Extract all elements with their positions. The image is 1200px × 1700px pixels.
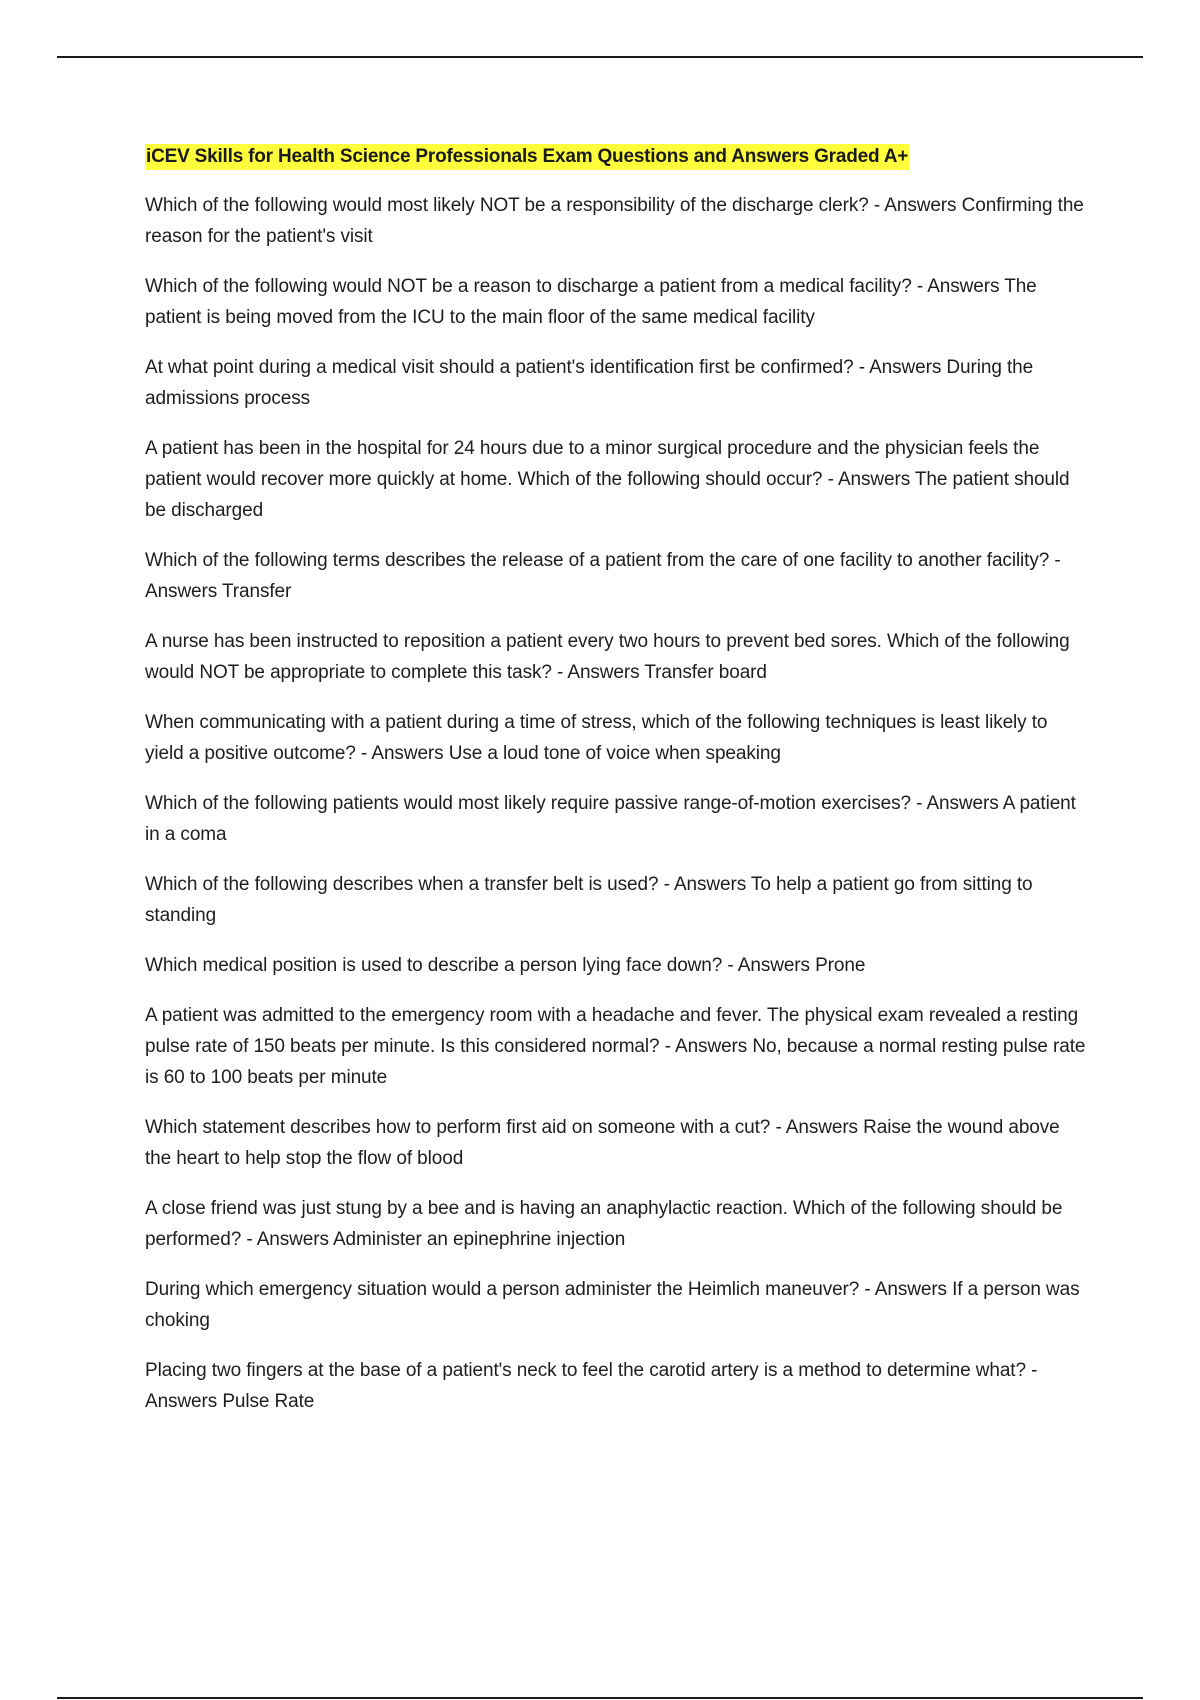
page-bottom-rule — [57, 1697, 1143, 1699]
qa-item-9: Which of the following describes when a transfer belt is used? - Answers To help a patient go from sitting to standing — [145, 874, 1033, 926]
document-body — [145, 144, 1090, 1436]
qa-list — [145, 190, 1090, 1417]
qa-item-15: Placing two fingers at the base of a patient's neck to feel the carotid artery is a method to determine what? - Answers Pulse Rate — [145, 1360, 1038, 1412]
page-top-rule — [57, 56, 1143, 58]
qa-item-2: Which of the following would NOT be a reason to discharge a patient from a medical facility? - Answers The patient is being moved from the ICU to the main floor of the same medical facility — [145, 276, 1037, 328]
document-title: iCEV Skills for Health Science Professionals Exam Questions and Answers Graded A+ — [145, 144, 909, 170]
qa-item-14: During which emergency situation would a person administer the Heimlich maneuver? - Answers If a person was choking — [145, 1279, 1080, 1331]
qa-item-4: A patient has been in the hospital for 24 hours due to a minor surgical procedure and the physician feels the patient would recover more quickly at home. Which of the following should occur? - Answers The patient should be discharged — [145, 438, 1070, 521]
qa-item-5: Which of the following terms describes the release of a patient from the care of one facility to another facility? - Answers Transfer — [145, 550, 1061, 602]
qa-item-7: When communicating with a patient during a time of stress, which of the following techniques is least likely to yield a positive outcome? - Answers Use a loud tone of voice when speaking — [145, 712, 1048, 764]
qa-item-11: A patient was admitted to the emergency room with a headache and fever. The physical exam revealed a resting pulse rate of 150 beats per minute. Is this considered normal? - Answers No, because a normal resting pulse rate is 60 to 100 beats per minute — [145, 1005, 1086, 1088]
qa-item-3: At what point during a medical visit should a patient's identification first be confirmed? - Answers During the admissions process — [145, 357, 1034, 409]
qa-item-6: A nurse has been instructed to reposition a patient every two hours to prevent bed sores. Which of the following would NOT be appropriate to complete this task? - Answers Transfer board — [145, 631, 1070, 683]
qa-item-12: Which statement describes how to perform first aid on someone with a cut? - Answers Raise the wound above the heart to help stop the flow of blood — [145, 1117, 1060, 1169]
qa-item-8: Which of the following patients would most likely require passive range-of-motion exercises? - Answers A patient in a coma — [145, 793, 1076, 845]
qa-item-10: Which medical position is used to describe a person lying face down? - Answers Prone — [145, 955, 866, 976]
qa-item-13: A close friend was just stung by a bee and is having an anaphylactic reaction. Which of the following should be performed? - Answers Administer an epinephrine injection — [145, 1198, 1063, 1250]
qa-item-1: Which of the following would most likely NOT be a responsibility of the discharge clerk? - Answers Confirming the reason for the patient's visit — [145, 195, 1084, 247]
